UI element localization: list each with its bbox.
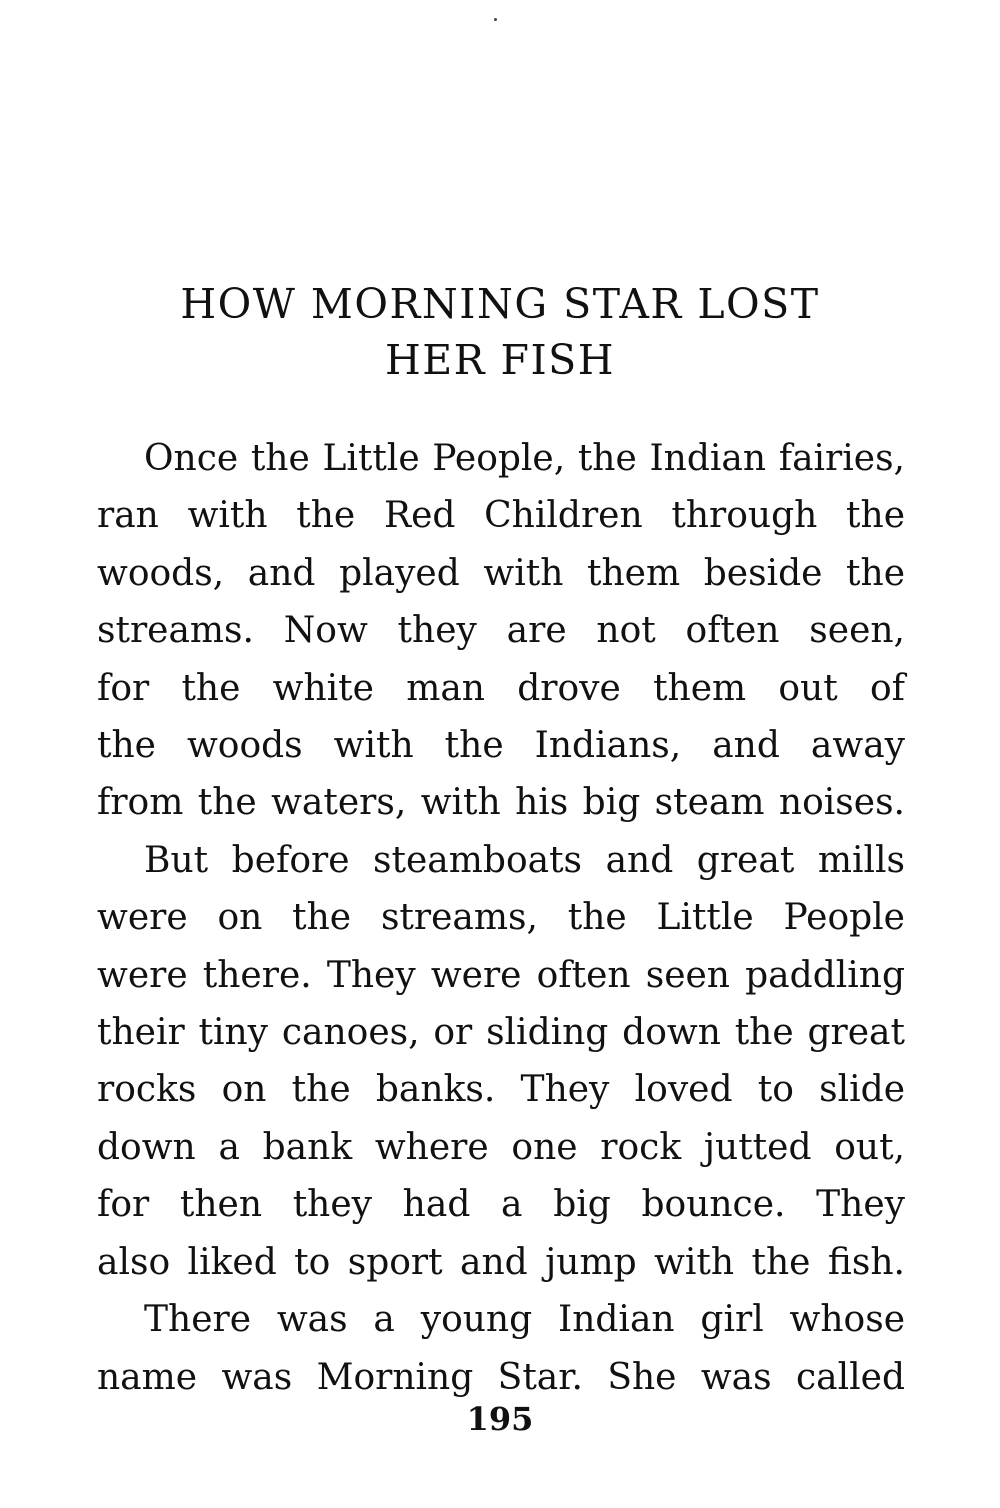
- body-text: [97, 430, 905, 1406]
- chapter-title: [95, 276, 905, 388]
- text-line: rocks on the banks. They loved to slide: [97, 1069, 905, 1111]
- text-line: the woods with the Indians, and away: [97, 725, 905, 767]
- text-line: for the white man drove them out of: [97, 667, 905, 709]
- text-line: their tiny canoes, or sliding down the great: [97, 1012, 905, 1054]
- text-line: But before steamboats and great mills: [144, 839, 905, 881]
- paragraph-1: [97, 430, 905, 832]
- text-line: were there. They were often seen paddling: [97, 954, 905, 996]
- text-line: from the waters, with his big steam noises.: [97, 782, 905, 824]
- text-line: also liked to sport and jump with the fish.: [97, 1241, 905, 1283]
- print-speck: [494, 18, 497, 21]
- text-line: There was a young Indian girl whose: [144, 1299, 905, 1341]
- paragraph-2: [97, 832, 905, 1291]
- page-number: 195: [466, 1400, 534, 1438]
- text-line: streams. Now they are not often seen,: [97, 610, 905, 652]
- text-line: name was Morning Star. She was called: [97, 1356, 905, 1398]
- text-line: ran with the Red Children through the: [97, 495, 905, 537]
- text-line: woods, and played with them beside the: [97, 552, 905, 594]
- chapter-title-line-1: HOW MORNING STAR LOST: [180, 280, 820, 328]
- text-line: for then they had a big bounce. They: [97, 1184, 905, 1226]
- chapter-title-line-2: HER FISH: [384, 336, 616, 384]
- paragraph-3: [97, 1291, 905, 1406]
- text-line: down a bank where one rock jutted out,: [97, 1126, 905, 1168]
- text-line: Once the Little People, the Indian fairies,: [144, 438, 905, 479]
- text-line: were on the streams, the Little People: [97, 897, 905, 939]
